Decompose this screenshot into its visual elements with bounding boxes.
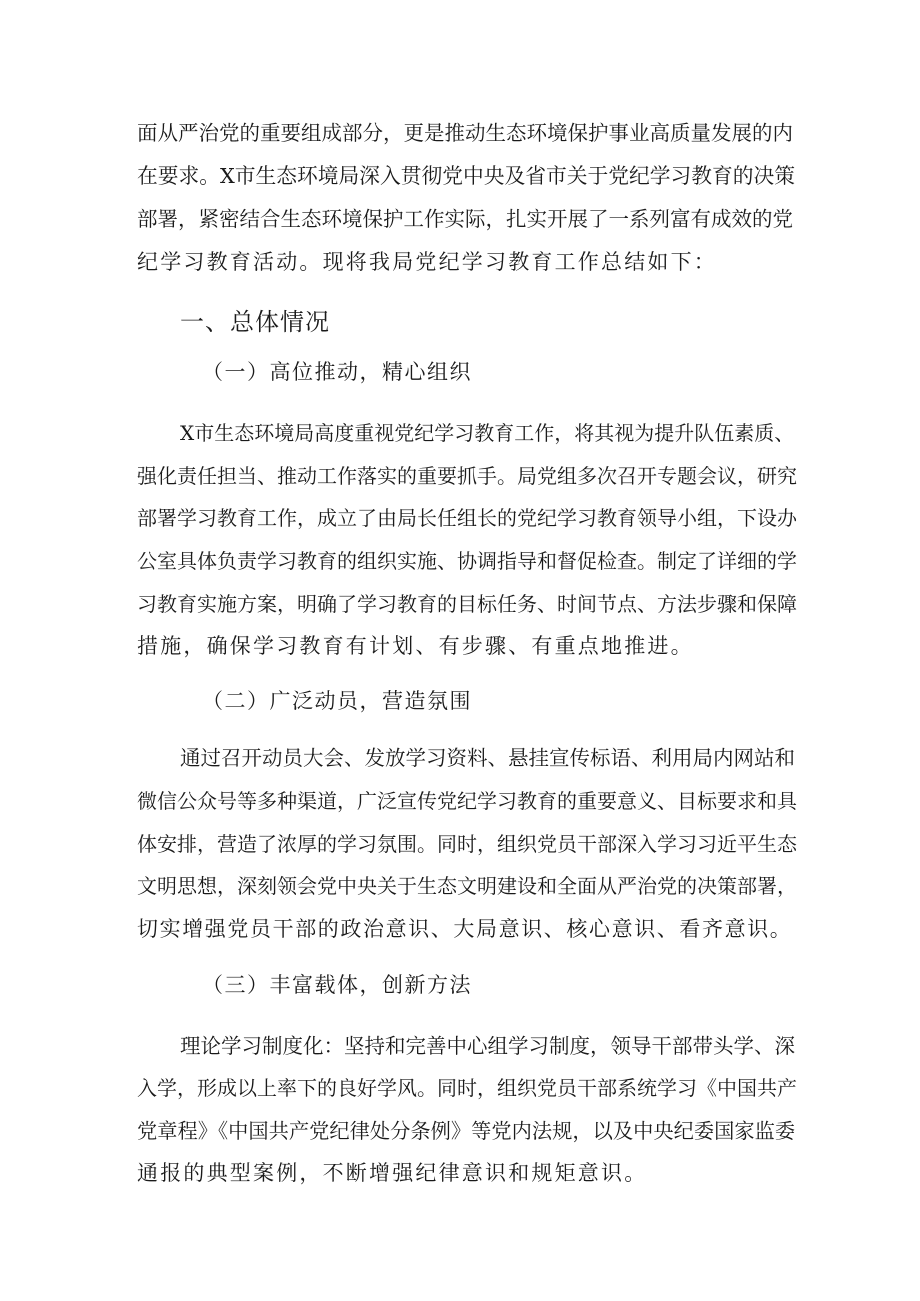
subsection-1-title: （一）高位推动，精心组织 bbox=[202, 360, 472, 384]
subsection-3-title: （三）丰富载体，创新方法 bbox=[202, 973, 472, 997]
sub1-line-5: 习教育实施方案，明确了学习教育的目标任务、时间节点、方法步骤和保障 bbox=[137, 592, 797, 616]
sub1-line-3: 部署学习教育工作，成立了由局长任组长的党纪学习教育领导小组，下设办 bbox=[137, 506, 797, 530]
section-heading: 一、总体情况 bbox=[180, 308, 330, 336]
subsection-2-title: （二）广泛动员，营造氛围 bbox=[202, 689, 472, 713]
sub2-line-5: 切实增强党员干部的政治意识、大局意识、核心意识、看齐意识。 bbox=[137, 917, 793, 941]
sub3-line-1: 理论学习制度化：坚持和完善中心组学习制度，领导干部带头学、深 bbox=[180, 1034, 795, 1058]
sub2-line-4: 文明思想，深刻领会党中央关于生态文明建设和全面从严治党的决策部署， bbox=[137, 874, 797, 898]
sub1-line-2: 强化责任担当、推动工作落实的重要抓手。局党组多次召开专题会议，研究 bbox=[137, 464, 797, 488]
intro-line-2: 在要求。X市生态环境局深入贯彻党中央及省市关于党纪学习教育的决策 bbox=[137, 164, 796, 188]
sub2-line-2: 微信公众号等多种渠道，广泛宣传党纪学习教育的重要意义、目标要求和具 bbox=[137, 789, 797, 813]
intro-line-4: 纪学习教育活动。现将我局党纪学习教育工作总结如下： bbox=[137, 250, 717, 274]
intro-line-1: 面从严治党的重要组成部分，更是推动生态环境保护事业高质量发展的内 bbox=[137, 121, 793, 145]
sub3-line-2: 入学，形成以上率下的良好学风。同时，组织党员干部系统学习《中国共产 bbox=[137, 1076, 797, 1100]
sub1-line-1: X市生态环境局高度重视党纪学习教育工作，将其视为提升队伍素质、 bbox=[180, 421, 795, 445]
sub2-line-1: 通过召开动员大会、发放学习资料、悬挂宣传标语、利用局内网站和 bbox=[180, 746, 795, 770]
sub2-line-3: 体安排，营造了浓厚的学习氛围。同时，组织党员干部深入学习习近平生态 bbox=[137, 832, 797, 856]
sub1-line-4: 公室具体负责学习教育的组织实施、协调指导和督促检查。制定了详细的学 bbox=[137, 549, 797, 573]
sub3-line-4: 通报的典型案例，不断增强纪律意识和规矩意识。 bbox=[137, 1161, 648, 1185]
sub3-line-3: 党章程》《中国共产党纪律处分条例》等党内法规，以及中央纪委国家监委 bbox=[137, 1119, 796, 1143]
intro-line-3: 部署，紧密结合生态环境保护工作实际，扎实开展了一系列富有成效的党 bbox=[137, 207, 793, 231]
sub1-line-6: 措施，确保学习教育有计划、有步骤、有重点地推进。 bbox=[137, 634, 694, 658]
